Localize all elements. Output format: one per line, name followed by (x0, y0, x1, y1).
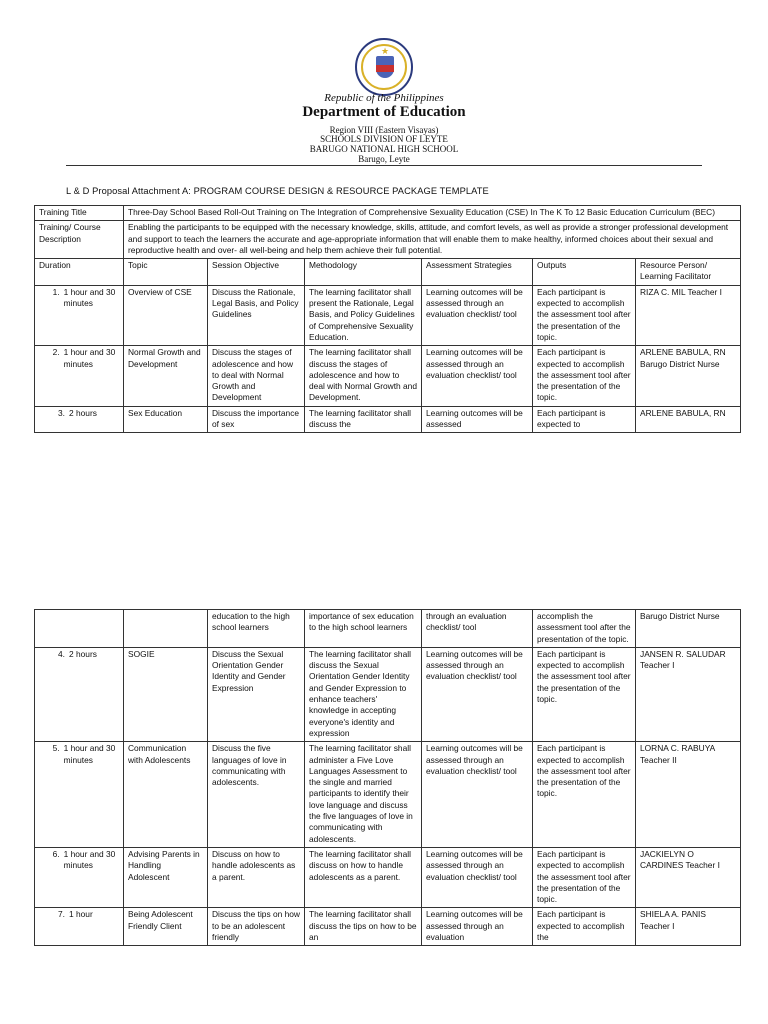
topic-cell: Overview of CSE (124, 285, 208, 345)
col-header-objective: Session Objective (208, 259, 305, 286)
description-label: Training/ Course Description (35, 221, 124, 259)
objective-cell: Discuss on how to handle adolescents as a parent. (208, 847, 305, 907)
methodology-cell: The learning facilitator shall discuss the (305, 406, 422, 433)
duration-cell (35, 285, 124, 345)
table-row (35, 610, 741, 648)
objective-cell: Discuss the five languages of love in communicating with adolescents. (208, 742, 305, 848)
table-row (35, 847, 741, 907)
region-line: Region VIII (Eastern Visayas) (329, 125, 439, 135)
resource-cell: JANSEN R. SALUDAR Teacher I (636, 647, 741, 741)
row-number: 2. (52, 347, 60, 358)
methodology-cell: The learning facilitator shall discuss on how to handle adolescents as a parent. (305, 847, 422, 907)
topic-cell: Sex Education (124, 406, 208, 433)
topic-cell (124, 610, 208, 648)
resource-cell: RIZA C. MIL Teacher I (636, 285, 741, 345)
table-row (35, 285, 741, 345)
course-design-table (34, 205, 741, 433)
methodology-cell: The learning facilitator shall administer a Five Love Languages Assessment to the single and married participants to identify their love language and discuss the five languages of love in communicating with adolescents. (305, 742, 422, 848)
deped-seal (355, 38, 413, 96)
resource-cell: JACKIELYN O CARDINES Teacher I (636, 847, 741, 907)
duration-cell (35, 647, 124, 741)
table-row (35, 742, 741, 848)
duration-cell (35, 610, 124, 648)
outputs-cell: Each participant is expected to accomplish the assessment tool after the presentation of the topic. (533, 285, 636, 345)
col-header-topic: Topic (124, 259, 208, 286)
objective-cell: Discuss the tips on how to be an adolescent friendly (208, 908, 305, 946)
topic-cell: Advising Parents in Handling Adolescent (124, 847, 208, 907)
methodology-cell: The learning facilitator shall present the Rationale, Legal Basis, and Policy Guidelines of Comprehensive Sexuality Education. (305, 285, 422, 345)
methodology-cell: The learning facilitator shall discuss the tips on how to be an (305, 908, 422, 946)
assessment-cell: Learning outcomes will be assessed through an evaluation checklist/ tool (422, 346, 533, 406)
resource-cell: Barugo District Nurse (636, 610, 741, 648)
resource-cell: LORNA C. RABUYA Teacher II (636, 742, 741, 848)
objective-cell: Discuss the Sexual Orientation Gender Identity and Gender Expression (208, 647, 305, 741)
outputs-cell: Each participant is expected to accomplish the assessment tool after the presentation of the topic. (533, 647, 636, 741)
objective-cell: Discuss the importance of sex (208, 406, 305, 433)
attachment-title: L & D Proposal Attachment A: PROGRAM COURSE DESIGN & RESOURCE PACKAGE TEMPLATE (66, 186, 489, 196)
col-header-assessment: Assessment Strategies (422, 259, 533, 286)
table-row (35, 647, 741, 741)
row-number: 4. (58, 648, 65, 659)
duration-cell (35, 406, 124, 433)
outputs-cell: Each participant is expected to accomplish the assessment tool after the presentation of the topic. (533, 742, 636, 848)
topic-cell: Normal Growth and Development (124, 346, 208, 406)
duration-text: 2 hours (69, 648, 97, 659)
description-row (35, 221, 741, 259)
assessment-cell: through an evaluation checklist/ tool (422, 610, 533, 648)
seal-shield-icon (376, 56, 394, 78)
col-header-resource: Resource Person/ Learning Facilitator (636, 259, 741, 286)
col-header-methodology: Methodology (305, 259, 422, 286)
outputs-cell: Each participant is expected to accomplish the assessment tool after the presentation of the topic. (533, 346, 636, 406)
methodology-cell: importance of sex education to the high school learners (305, 610, 422, 648)
duration-cell (35, 742, 124, 848)
row-number: 1. (52, 286, 60, 297)
table-row (35, 908, 741, 946)
department-name: Department of Education (302, 104, 466, 120)
duration-cell (35, 908, 124, 946)
row-number: 7. (58, 909, 65, 920)
objective-cell: Discuss the stages of adolescence and how to deal with Normal Growth and Development (208, 346, 305, 406)
resource-cell: ARLENE BABULA, RN Barugo District Nurse (636, 346, 741, 406)
duration-text: 1 hour and 30 minutes (63, 347, 116, 369)
col-header-outputs: Outputs (533, 259, 636, 286)
outputs-cell: Each participant is expected to accomplish the (533, 908, 636, 946)
col-header-duration: Duration (35, 259, 124, 286)
location-line: Barugo, Leyte (358, 154, 410, 164)
course-design-table-continued (34, 609, 741, 946)
republic-line: Republic of the Philippines (324, 92, 444, 104)
assessment-cell: Learning outcomes will be assessed through an evaluation checklist/ tool (422, 847, 533, 907)
assessment-cell: Learning outcomes will be assessed through an evaluation checklist/ tool (422, 285, 533, 345)
objective-cell: education to the high school learners (208, 610, 305, 648)
training-title-label: Training Title (35, 206, 124, 221)
school-line: BARUGO NATIONAL HIGH SCHOOL (309, 144, 459, 154)
row-number: 3. (58, 407, 65, 418)
assessment-cell: Learning outcomes will be assessed through an evaluation checklist/ tool (422, 647, 533, 741)
objective-cell: Discuss the Rationale, Legal Basis, and Policy Guidelines (208, 285, 305, 345)
assessment-cell: Learning outcomes will be assessed through an evaluation (422, 908, 533, 946)
duration-text: 1 hour and 30 minutes (63, 848, 116, 871)
table-row (35, 346, 741, 406)
duration-text: 1 hour and 30 minutes (63, 743, 116, 765)
table-row (35, 406, 741, 433)
methodology-cell: The learning facilitator shall discuss the stages of adolescence and how to deal with Normal Growth and Development. (305, 346, 422, 406)
row-number: 6. (52, 848, 60, 859)
row-number: 5. (52, 743, 60, 754)
description-value: Enabling the participants to be equipped with the necessary knowledge, skills, attitude, and comfort levels, as well as provide a stronger professional development and support to teach the learners the accurate and age-appropriate information that will enable them to make healthy, informed choices about their sexual and reproductive health and over- all well-being and help them achieve their full potential. (124, 221, 741, 259)
training-title-row (35, 206, 741, 221)
resource-cell: ARLENE BABULA, RN (636, 406, 741, 433)
column-header-row (35, 259, 741, 286)
division-line: SCHOOLS DIVISION OF LEYTE (320, 134, 448, 144)
topic-cell: Being Adolescent Friendly Client (124, 908, 208, 946)
topic-cell: Communication with Adolescents (124, 742, 208, 848)
duration-cell (35, 847, 124, 907)
duration-cell (35, 346, 124, 406)
duration-text: 1 hour (69, 909, 93, 920)
outputs-cell: Each participant is expected to accomplish the assessment tool after the presentation of the topic. (533, 847, 636, 907)
outputs-cell: Each participant is expected to (533, 406, 636, 433)
outputs-cell: accomplish the assessment tool after the presentation of the topic. (533, 610, 636, 648)
seal-star-icon: ★ (381, 46, 390, 56)
training-title-value: Three-Day School Based Roll-Out Training on The Integration of Comprehensive Sexuality Education (CSE) In The K To 12 Basic Education Curriculum (BEC) (124, 206, 741, 221)
assessment-cell: Learning outcomes will be assessed through an evaluation checklist/ tool (422, 742, 533, 848)
topic-cell: SOGIE (124, 647, 208, 741)
duration-text: 1 hour and 30 minutes (63, 286, 116, 309)
duration-text: 2 hours (69, 407, 97, 418)
resource-cell: SHIELA A. PANIS Teacher I (636, 908, 741, 946)
assessment-cell: Learning outcomes will be assessed (422, 406, 533, 433)
header-divider (66, 165, 702, 166)
methodology-cell: The learning facilitator shall discuss the Sexual Orientation Gender Identity and Gender Expression to enhance teachers' knowledge in accepting everyone's identity and expression (305, 647, 422, 741)
